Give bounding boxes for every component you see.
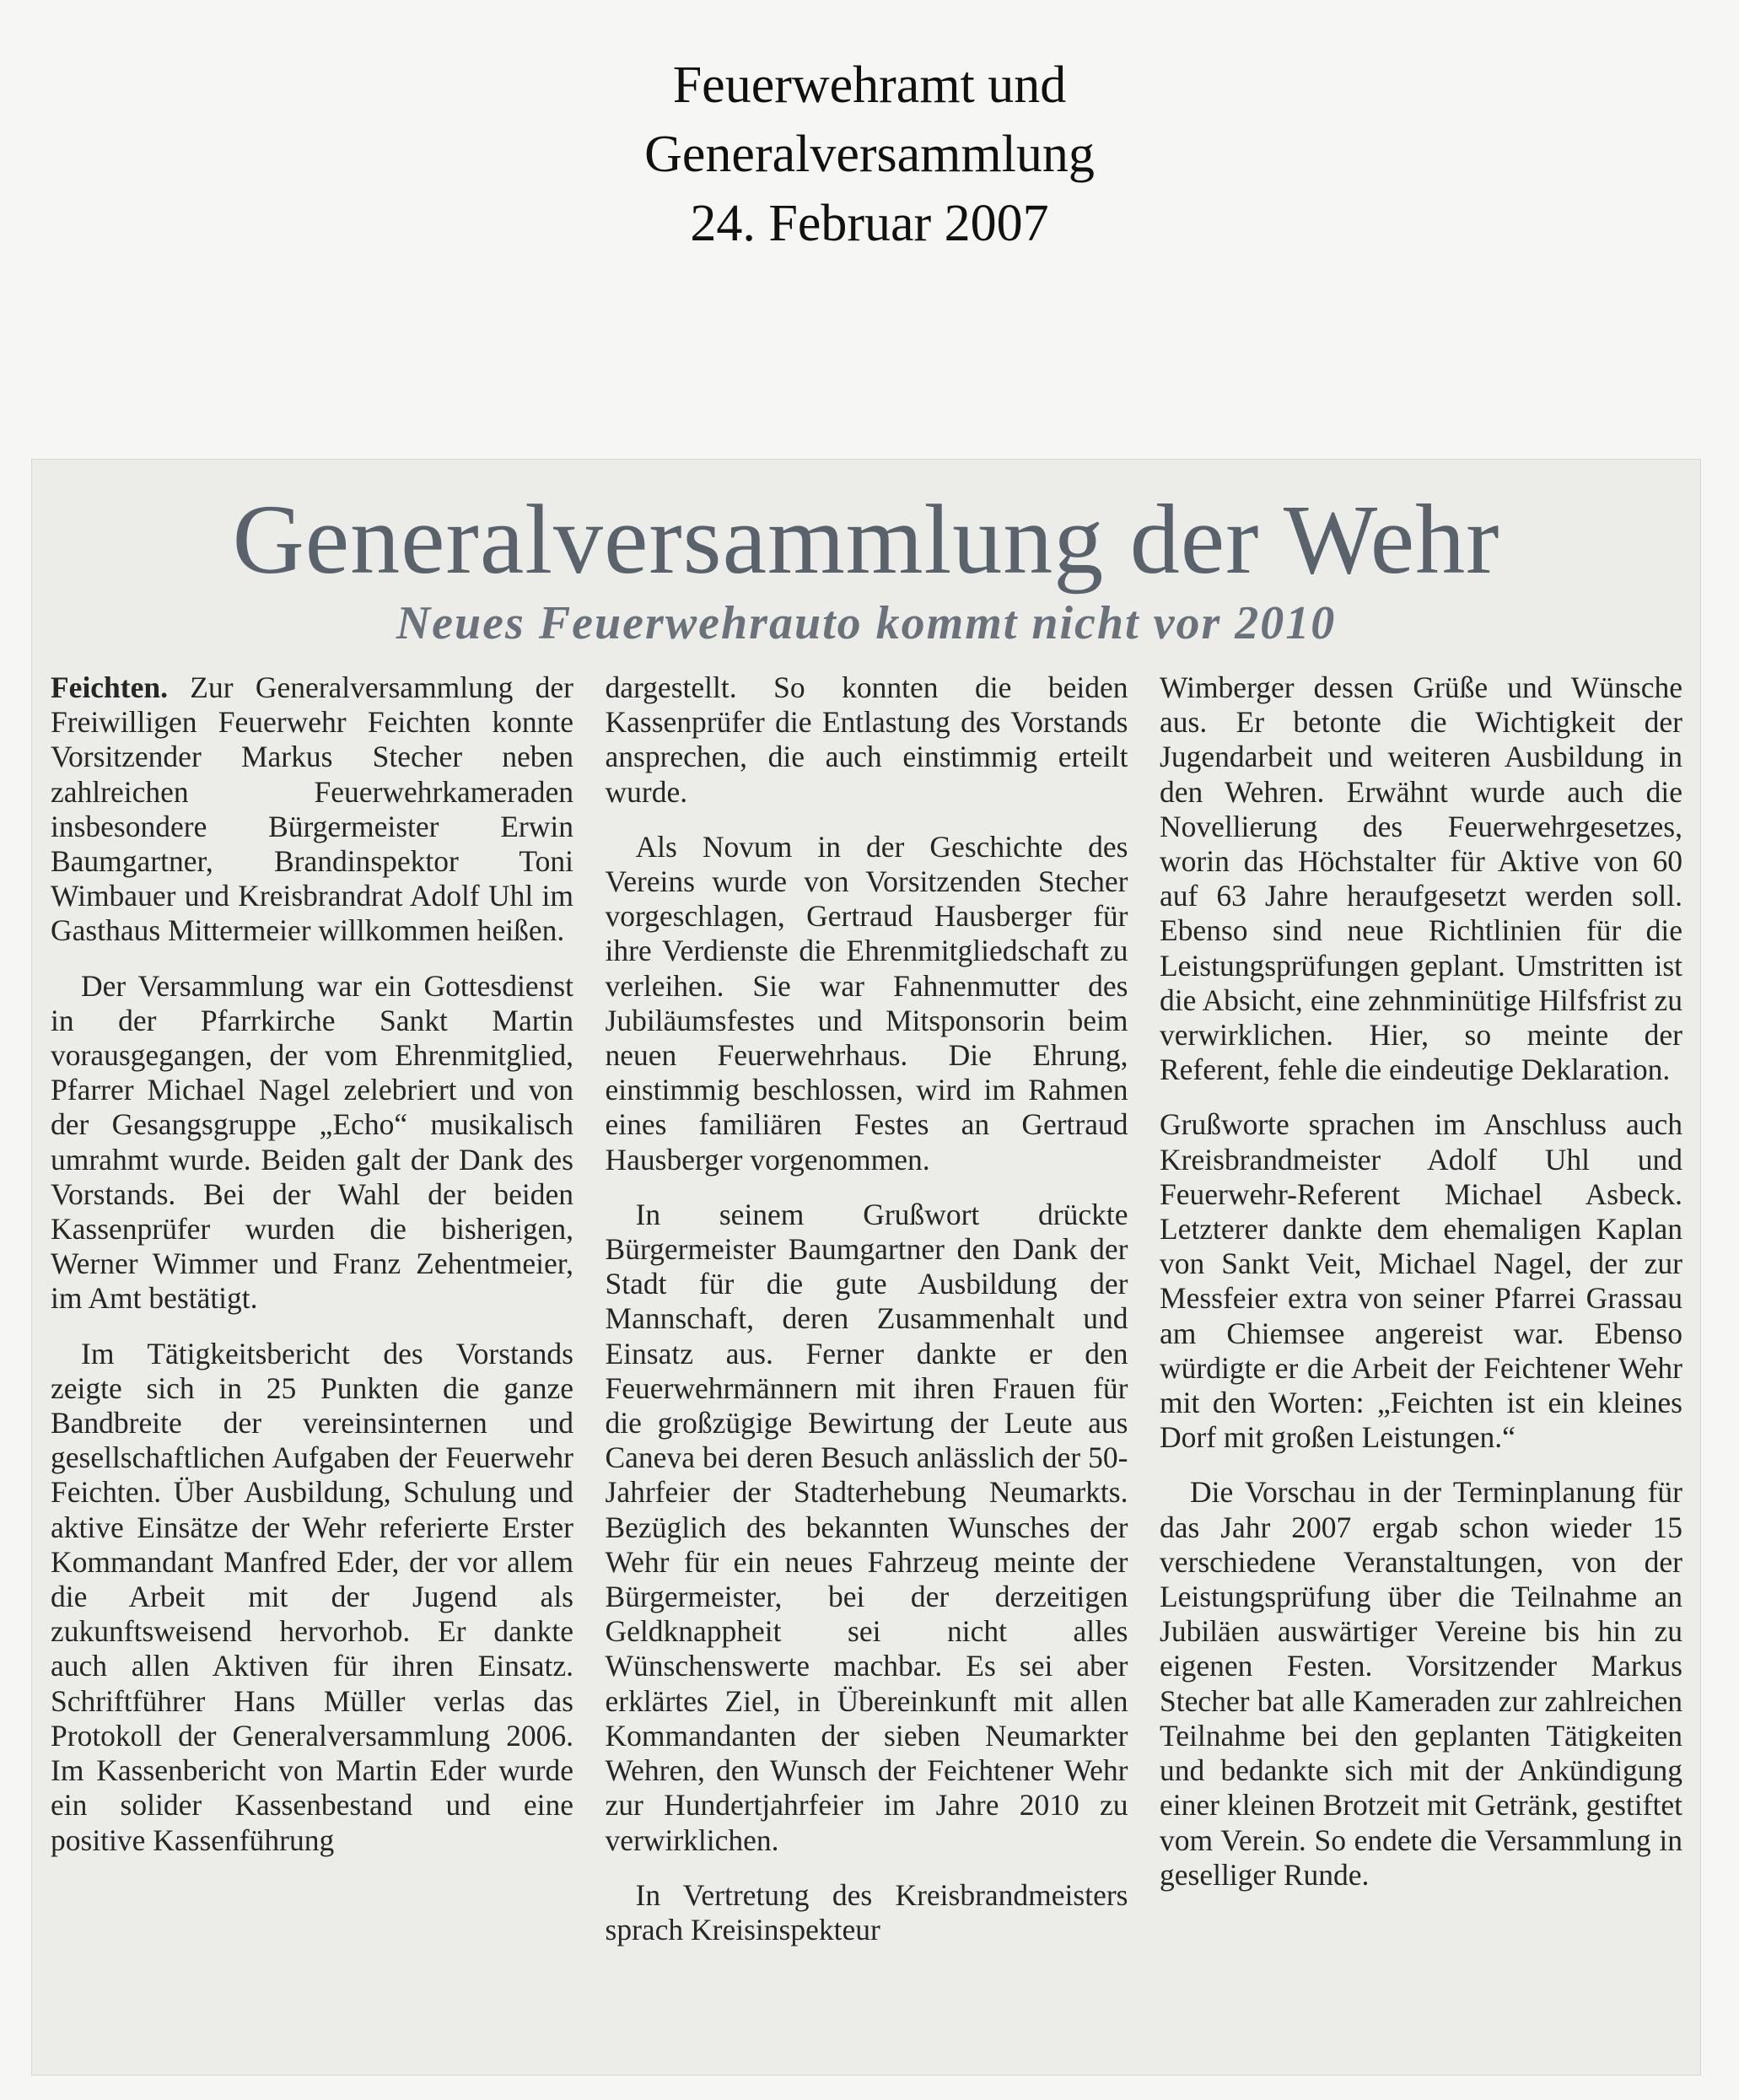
- article-column-3: [1160, 670, 1682, 2062]
- paragraph: In Vertretung des Kreisbrandmeisters sprach Kreisinspekteur: [605, 1877, 1128, 1947]
- paragraph: Grußworte sprachen im Anschluss auch Kreisbrandmeister Adolf Uhl und Feuerwehr-Referent Michael Asbeck. Letzterer dankte dem ehemaligen Kaplan von Sankt Veit, Michael Nagel, der zur Messfeier extra von seiner Pfarrei Grassau am Chiemsee angereist war. Ebenso würdigte er die Arbeit der Feichtener Wehr mit den Worten: „Feichten ist ein kleines Dorf mit großen Leistungen.“: [1160, 1107, 1682, 1455]
- paragraph: In seinem Grußwort drückte Bürgermeister Baumgartner den Dank der Stadt für die gute Ausbildung der Mannschaft, deren Zusammenhalt und Einsatz aus. Ferner dankte er den Feuerwehrmännern mit ihren Frauen für die großzügige Bewirtung der Leute aus Caneva bei deren Besuch anlässlich der 50-Jahrfeier der Stadterhebung Neumarkts. Bezüglich des bekannten Wunsches der Wehr für ein neues Fahrzeug meinte der Bürgermeister, bei der derzeitigen Geldknappheit sei nicht alles Wünschenswerte machbar. Es sei aber erklärtes Ziel, in Übereinkunft mit allen Kommandanten der sieben Neumarkter Wehren, den Wunsch der Feichtener Wehr zur Hundertjahrfeier im Jahre 2010 zu verwirklichen.: [605, 1197, 1128, 1857]
- dateline: Feichten.: [51, 670, 169, 704]
- article-column-2: [606, 670, 1128, 2062]
- title-line-2: Generalversammlung: [644, 126, 1095, 183]
- paragraph: Die Vorschau in der Terminplanung für das Jahr 2007 ergab schon wieder 15 verschiedene Veranstaltungen, von der Leistungsprüfung über die Teilnahme an Jubiläen auswärtiger Vereine bis hin zu eigenen Festen. Vorsitzender Markus Stecher bat alle Kameraden zur zahlreichen Teilnahme bei den geplanten Tätigkeiten und bedankte sich mit der Ankündigung einer kleinen Brotzeit mit Getränk, gestiftet vom Verein. So endete die Versammlung in geselliger Runde.: [1160, 1475, 1682, 1892]
- article-body: [51, 670, 1682, 2062]
- article-column-1: [51, 670, 573, 2062]
- title-line-1: Feuerwehramt und: [672, 57, 1067, 114]
- newspaper-clipping: [32, 460, 1700, 2075]
- paragraph: Als Novum in der Geschichte des Vereins wurde von Vorsitzenden Stecher vorgeschlagen, Gertraud Hausberger für ihre Verdienste die Ehrenmitgliedschaft zu verleihen. Sie war Fahnenmutter des Jubiläumsfestes und Mitsponsorin beim neuen Feuerwehrhaus. Die Ehrung, einstimmig beschlossen, wird im Rahmen eines familiären Festes an Gertraud Hausberger vorgenommen.: [605, 829, 1128, 1177]
- article-subheadline: Neues Feuerwehrauto kommt nicht vor 2010: [396, 597, 1337, 649]
- paragraph: Wimberger dessen Grüße und Wünsche aus. Er betonte die Wichtigkeit der Jugendarbeit und weiteren Ausbildung in den Wehren. Erwähnt wurde auch die Novellierung des Feuerwehrgesetzes, worin das Höchstalter für Aktive von 60 auf 63 Jahre heraufgesetzt werden soll. Ebenso sind neue Richtlinien für die Leistungsprüfungen geplant. Umstritten ist die Absicht, eine zehnminütige Hilfsfrist zu verwirklichen. Hier, so meinte der Referent, fehle die eindeutige Deklaration.: [1160, 670, 1682, 1087]
- document-title: [0, 51, 1739, 258]
- article-headline: Generalversammlung der Wehr: [232, 484, 1500, 595]
- paragraph: Der Versammlung war ein Gottesdienst in der Pfarrkirche Sankt Martin vorausgegangen, der vom Ehrenmitglied, Pfarrer Michael Nagel zelebriert und von der Gesangsgruppe „Echo“ musikalisch umrahmt wurde. Beiden galt der Dank des Vorstands. Bei der Wahl der beiden Kassenprüfer wurden die bisherigen, Werner Wimmer und Franz Zehentmeier, im Amt bestätigt.: [51, 968, 573, 1316]
- paragraph-text: Zur Generalversammlung der Freiwilligen Feuerwehr Feichten konnte Vorsitzender Markus Stecher neben zahlreichen Feuerwehrkameraden insbesondere Bürgermeister Erwin Baumgartner, Brandinspektor Toni Wimbauer und Kreisbrandrat Adolf Uhl im Gasthaus Mittermeier willkommen heißen.: [51, 670, 574, 948]
- paragraph: dargestellt. So konnten die beiden Kassenprüfer die Entlastung des Vorstands ansprechen, die auch einstimmig erteilt wurde.: [605, 670, 1128, 809]
- paragraph: Im Tätigkeitsbericht des Vorstands zeigte sich in 25 Punkten die ganze Bandbreite der vereinsinternen und gesellschaftlichen Aufgaben der Feuerwehr Feichten. Über Ausbildung, Schulung und aktive Einsätze der Wehr referierte Erster Kommandant Manfred Eder, der vor allem die Arbeit mit der Jugend als zukunftsweisend hervorhob. Er dankte auch allen Aktiven für ihren Einsatz. Schriftführer Hans Müller verlas das Protokoll der Generalversammlung 2006. Im Kassenbericht von Martin Eder wurde ein solider Kassenbestand und eine positive Kassenführung: [51, 1336, 573, 1857]
- paragraph: [51, 670, 573, 949]
- title-line-3: 24. Februar 2007: [690, 195, 1049, 252]
